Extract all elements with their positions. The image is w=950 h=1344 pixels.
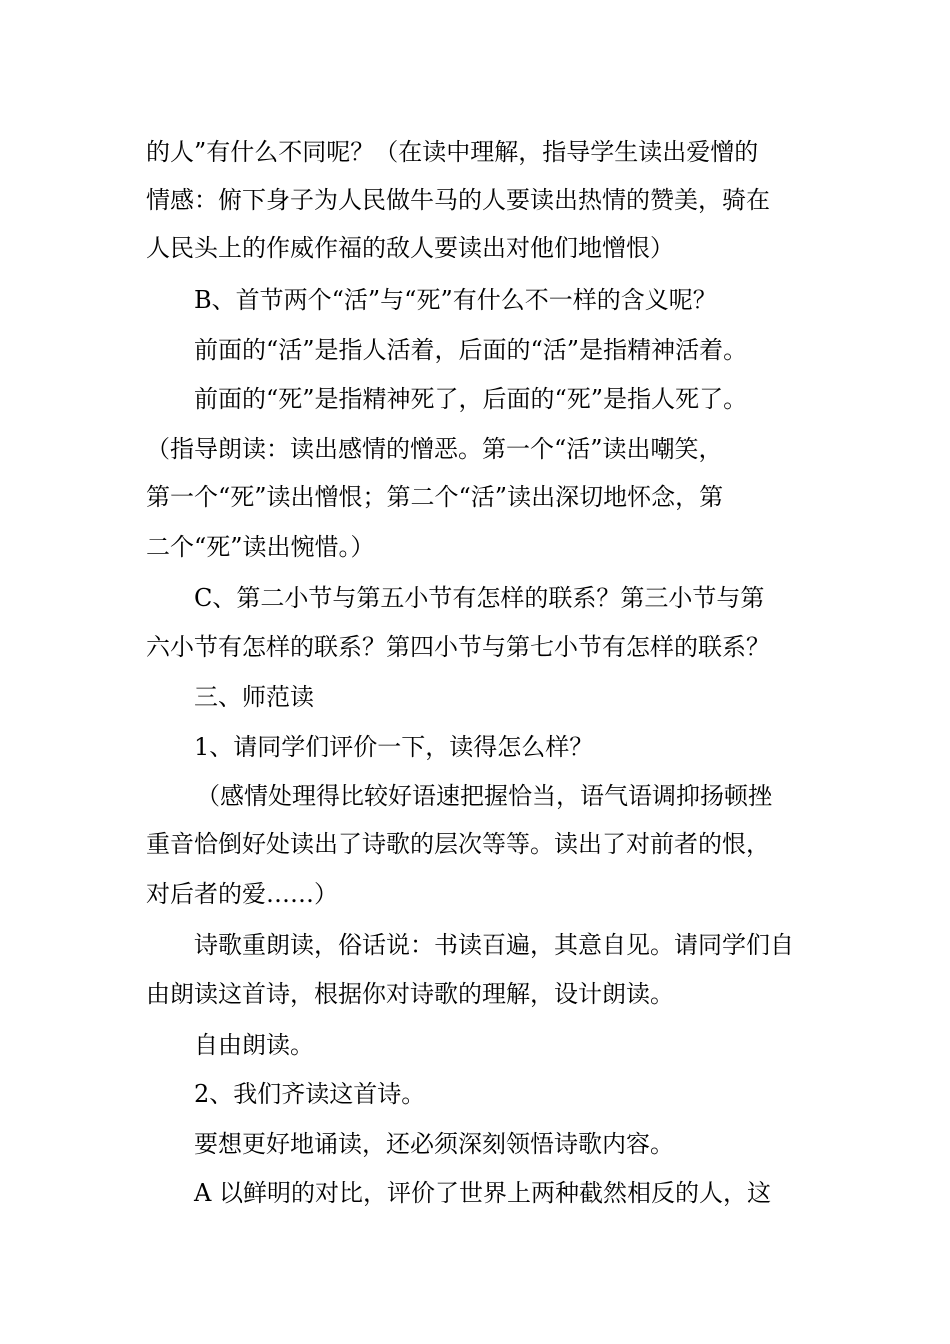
section-heading: 三、师范读 [194,683,314,711]
text-line-10: C、第二小节与第五小节有怎样的联系？第三小节与第 [194,584,765,612]
text-line-2: 情感：俯下身子为人民做牛马的人要读出热情的赞美，骑在 [146,186,770,214]
text-line-3: 人民头上的作威作福的敌人要读出对他们地憎恨） [146,234,674,262]
text-line-13: 1、请同学们评价一下，读得怎么样？ [194,733,594,761]
text-line-21: 要想更好地诵读，还必须深刻领悟诗歌内容。 [194,1130,674,1158]
text-line-8: 第一个“死”读出憎恨；第二个“活”读出深切地怀念，第 [146,483,724,511]
text-line-7: （指导朗读：读出感情的憎恶。第一个“活”读出嘲笑， [146,435,723,463]
text-line-5: 前面的“活”是指人活着，后面的“活”是指精神活着。 [194,336,748,364]
text-line-16: 对后者的爱……） [146,880,338,908]
text-line-22: A 以鲜明的对比，评价了世界上两种截然相反的人，这 [194,1179,771,1207]
text-line-9: 二个“死”读出惋惜。） [146,533,375,561]
text-line-1: 的人”有什么不同呢？（在读中理解，指导学生读出爱憎的 [146,138,759,166]
text-line-6: 前面的“死”是指精神死了，后面的“死”是指人死了。 [194,385,748,413]
text-line-4: B、首节两个“活”与“死”有什么不一样的含义呢？ [194,286,717,314]
text-line-15: 重音恰倒好处读出了诗歌的层次等等。读出了对前者的恨， [146,830,770,858]
text-line-17: 诗歌重朗读，俗话说：书读百遍，其意自见。请同学们自 [194,931,794,959]
text-line-14: （感情处理得比较好语速把握恰当，语气语调抑扬顿挫 [196,782,772,810]
text-line-19: 自由朗读。 [194,1031,314,1059]
text-line-20: 2、我们齐读这首诗。 [194,1080,426,1108]
text-line-11: 六小节有怎样的联系？第四小节与第七小节有怎样的联系？ [146,633,770,661]
text-line-18: 由朗读这首诗，根据你对诗歌的理解，设计朗读。 [146,980,674,1008]
